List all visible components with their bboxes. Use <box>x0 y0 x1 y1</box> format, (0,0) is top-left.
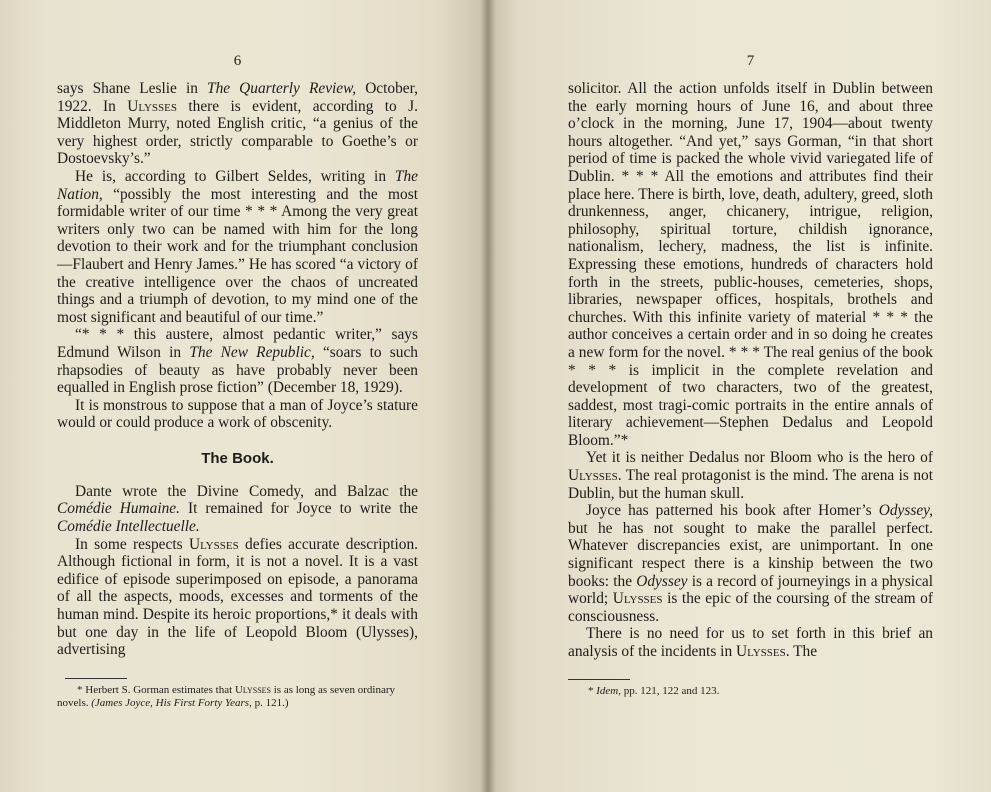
page-number: 6 <box>233 53 242 69</box>
body-text <box>568 80 933 661</box>
paragraph: He is, according to Gilbert Seldes, writing in The Nation, “possibly the most interesting and the most formidable writer of our time * * * Among the very great writers only two can be named with him for the long devotion to their work and for the triumphant conclusion—Flaubert and Henry James.” He has scored “a victory of the creative intelligence over the chaos of uncreated things and a triumph of devotion, to my mind one of the most significant and beautiful of our time.” <box>57 167 418 326</box>
paragraph: Yet it is neither Dedalus nor Bloom who is the hero of Ulysses. The real protagonist is the mind. The arena is not Dublin, but the human skull. <box>568 449 933 502</box>
paragraph: says Shane Leslie in The Quarterly Review, October, 1922. In Ulysses there is evident, according to J. Middleton Murry, noted English critic, “a genius of the very highest order, strictly comparable to Goethe’s or Dostoevsky’s.” <box>57 80 418 168</box>
body-text <box>57 483 418 659</box>
paragraph: There is no need for us to set forth in this brief an analysis of the incidents in Ulysses. The <box>568 625 933 660</box>
book-gutter <box>480 0 496 792</box>
paragraph: Joyce has patterned his book after Homer’s Odyssey, but he has not sought to make the parallel perfect. Whatever discrepancies exist, are unimportant. In one significant respect there is a kinship between the two books: the Odyssey is a record of journeyings in a physical world; Ulysses is the epic of the coursing of the stream of consciousness. <box>568 502 934 625</box>
right-page <box>488 0 991 792</box>
body-text <box>57 80 418 432</box>
footnote-rule <box>65 678 127 679</box>
paragraph: In some respects Ulysses defies accurate description. Although fictional in form, it is not a novel. It is a vast edifice of episode superimposed on episode, a panorama of all the aspects, moods, excesses and torments of the human mind. Despite its heroic proportions,* it deals with but one day in the life of Leopold Bloom (Ulysses), advertising <box>57 535 419 659</box>
paragraph: “* * * this austere, almost pedantic writer,” says Edmund Wilson in The New Republic, “soars to such rhapsodies of beauty as have probably never been equalled in English prose fiction” (December 18, 1929). <box>57 326 418 397</box>
page-number: 7 <box>746 53 755 69</box>
left-page <box>0 0 488 792</box>
footnote: * Idem, pp. 121, 122 and 123. <box>588 684 720 697</box>
section-heading: The Book. <box>201 449 274 467</box>
paragraph: Dante wrote the Divine Comedy, and Balzac the Comédie Humaine. It remained for Joyce to write the Comédie Intellectuelle. <box>57 482 418 536</box>
footnote: * Herbert S. Gorman estimates that Ulysses is as long as seven ordinary novels. (James Joyce, His First Forty Years, p. 121.) <box>57 683 396 709</box>
paragraph: It is monstrous to suppose that a man of Joyce’s stature would or could produce a work of obscenity. <box>57 396 418 432</box>
footnote-rule <box>568 679 630 680</box>
paragraph: solicitor. All the action unfolds itself in Dublin between the early morning hours of June 16, and about three o’clock in the morning, June 17, 1904—about twenty hours altogether. “And yet,” says Gorman, “in that short period of time is packed the whole vivid variegated life of Dublin. * * * All the emotions and attributes find their place here. There is birth, love, death, adultery, greed, sloth drunkenness, anger, chicanery, intrigue, religion, philosophy, spiritual torture, childish ignorance, nationalism, lechery, madness, the list is infinite. Expressing these emotions, hundreds of characters hold forth in the streets, public-houses, cemeteries, shops, libraries, newspaper offices, hospitals, brothels and churches. With this infinite variety of material * * * the author conceives a certain order and in so doing he creates a new form for the novel. * * * The real genius of the book * * * is implicit in the complete revelation and development of two characters, two of the greatest, saddest, most tragi-comic portraits in the entire annals of literary achievement—Stephen Dedalus and Leopold Bloom.”* <box>568 80 933 449</box>
